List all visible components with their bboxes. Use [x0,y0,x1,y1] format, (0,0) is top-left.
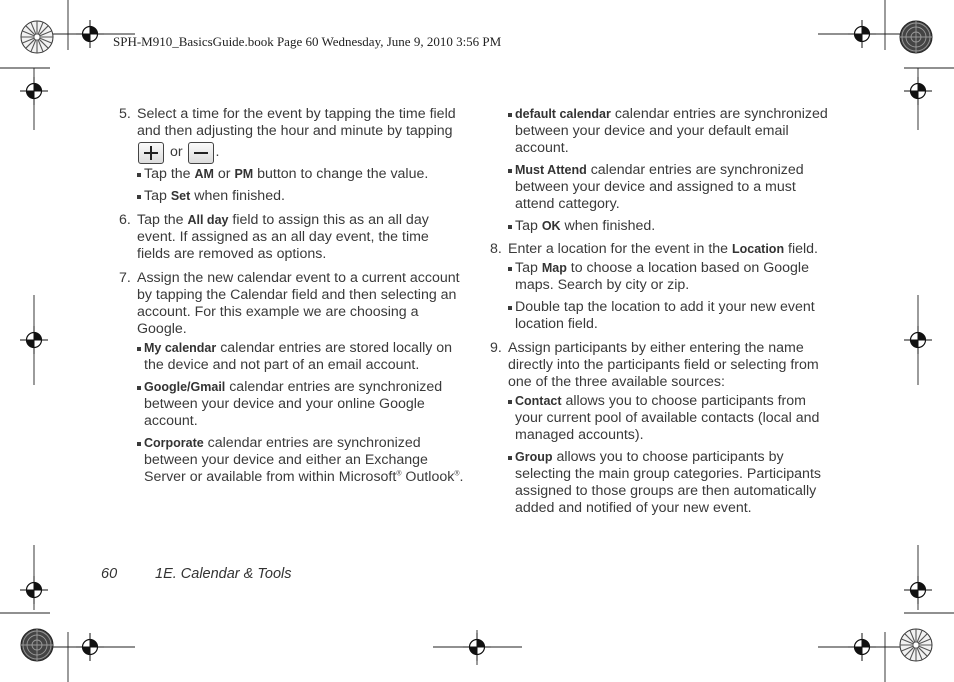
bullet-map [508,260,835,294]
text: calendar entries are synchronized between your device and your online Google account. [144,379,443,429]
text: calendar entries are stored locally on the device and not part of an email account. [144,340,453,373]
text: field to assign this as an all day event. If assigned as an all day event, the time fields are removed as options. [137,212,429,262]
bullet-must-attend [508,162,835,213]
square-bullet [508,400,512,404]
step-5 [119,106,464,205]
square-bullet [137,442,141,446]
text: calendar entries are synchronized between your device and assigned to a must attend cattegory. [515,162,804,212]
square-bullet [508,225,512,229]
period: . [215,143,220,160]
text: or [213,166,235,182]
set-keyword: Set [170,189,191,203]
step-text: Select a time for the event by tapping the time field and then adjusting the hour and minute by tapping [137,106,456,139]
step-6 [119,212,464,263]
must-attend-keyword: Must Attend [515,163,587,177]
step-7 [119,270,464,486]
text: Outlook [401,469,455,485]
period: . [459,469,464,485]
contact-keyword: Contact [515,394,562,408]
square-bullet [137,386,141,390]
my-calendar-keyword: My calendar [144,341,217,355]
bullet-corporate [137,435,464,486]
default-calendar-keyword: default calendar [515,107,611,121]
bullet-ok [508,218,835,235]
text: Tap [144,188,171,204]
step-text: Assign the new calendar event to a current account by tapping the Calendar field and then selecting an account. For this example we are choosing a Google. [137,270,460,337]
left-column [119,106,464,486]
page-number: 60 [101,566,118,582]
square-bullet [508,456,512,460]
text: allows you to choose participants by selecting the main group categories. Participants assigned to those groups are then automatically added and notified of your new event. [515,449,821,516]
all-day-keyword: All day [187,213,229,227]
print-header: SPH-M910_BasicsGuide.book Page 60 Wednesday, June 9, 2010 3:56 PM [113,34,502,49]
right-column [490,106,835,517]
text: calendar entries are synchronized between your device and either an Exchange Server or available from within Microsoft [144,435,428,485]
step-number: 7. [119,270,131,286]
bullet-group [508,449,835,517]
group-keyword: Group [515,450,553,464]
text: allows you to choose participants from your current pool of available contacts (local and managed accounts). [515,393,820,443]
text: when finished. [560,218,656,234]
registered-mark: ® [454,470,460,478]
text: Enter a location for the event in the [508,241,732,257]
bullet-google-gmail [137,379,464,430]
step-number: 6. [119,212,131,228]
registered-mark: ® [396,470,402,478]
step-number: 8. [490,241,502,257]
text: to choose a location based on Google maps. Search by city or zip. [515,260,809,293]
section-title: 1E. Calendar & Tools [155,566,292,582]
text: Tap the [137,212,188,228]
location-keyword: Location [732,242,785,256]
bullet-am-pm [137,166,464,183]
text: button to change the value. [253,166,429,182]
step-9 [490,340,835,517]
square-bullet [508,267,512,271]
text: Tap [515,218,542,234]
am-keyword: AM [194,167,214,181]
square-bullet [137,195,141,199]
map-keyword: Map [541,261,567,275]
pm-keyword: PM [234,167,254,181]
square-bullet [508,113,512,117]
corporate-keyword: Corporate [144,436,204,450]
bullet-double-tap [508,299,835,333]
google-gmail-keyword: Google/Gmail [144,380,226,394]
text: Double tap the location to add it your new event location field. [515,299,815,332]
minus-button-icon [188,142,214,164]
text: field. [784,241,819,257]
bullet-my-calendar [137,340,464,374]
bullet-set [137,188,464,205]
or-text: or [166,143,187,160]
square-bullet [508,169,512,173]
square-bullet [508,306,512,310]
step-number: 9. [490,340,502,356]
step-text: Assign participants by either entering the name directly into the participants field or selecting from one of the three available sources: [508,340,819,390]
step-number: 5. [119,106,131,122]
text: when finished. [190,188,285,204]
text: calendar entries are synchronized between your device and your default email account. [515,106,828,156]
ok-keyword: OK [541,219,561,233]
square-bullet [137,347,141,351]
step-8 [490,241,835,333]
bullet-default-calendar [508,106,835,157]
text: Tap [515,260,542,276]
bullet-contact [508,393,835,444]
text: Tap the [144,166,195,182]
plus-button-icon [138,142,164,164]
square-bullet [137,173,141,177]
step-7-continued [490,106,835,235]
